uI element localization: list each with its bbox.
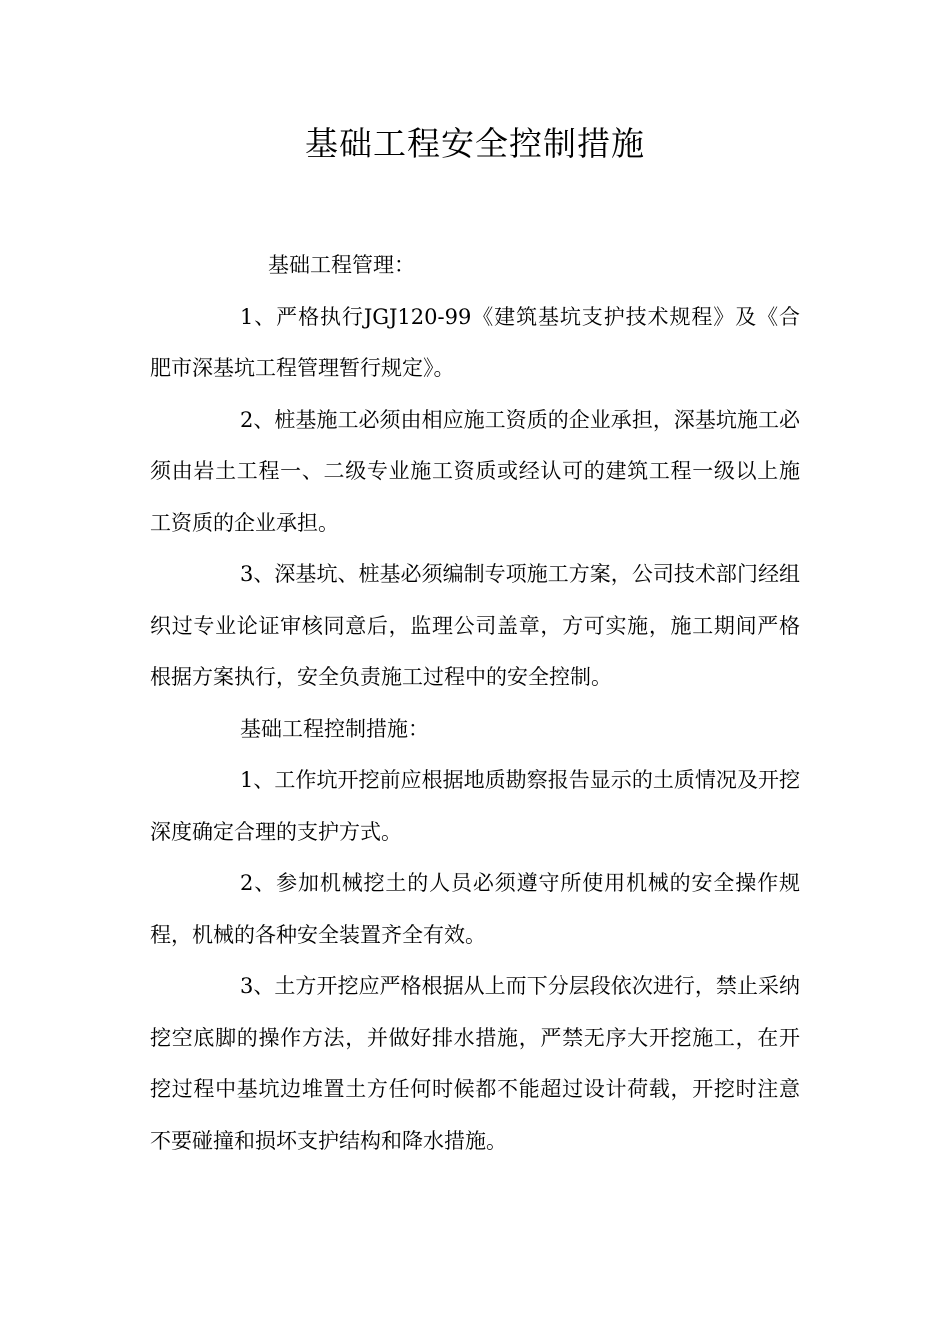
section-heading-management: 基础工程管理： bbox=[268, 253, 415, 277]
paragraph-management-1: 1、严格执行JGJ120-99《建筑基坑支护技术规程》及《合肥市深基坑工程管理暂行规定》。 bbox=[150, 304, 800, 380]
paragraph-control-3: 3、土方开挖应严格根据从上而下分层段依次进行，禁止采纳挖空底脚的操作方法，并做好排水措施，严禁无序大开挖施工，在开挖过程中基坑边堆置土方任何时候都不能超过设计荷载，开挖时注意不要碰撞和损坏支护结构和降水措施。 bbox=[150, 974, 800, 1153]
paragraph-management-2: 2、桩基施工必须由相应施工资质的企业承担，深基坑施工必须由岩土工程一、二级专业施工资质或经认可的建筑工程一级以上施工资质的企业承担。 bbox=[150, 407, 800, 535]
paragraph-control-1: 1、工作坑开挖前应根据地质勘察报告显示的土质情况及开挖深度确定合理的支护方式。 bbox=[150, 768, 800, 844]
paragraph-management-3: 3、深基坑、桩基必须编制专项施工方案，公司技术部门经组织过专业论证审核同意后，监理公司盖章，方可实施，施工期间严格根据方案执行，安全负责施工过程中的安全控制。 bbox=[150, 562, 800, 689]
paragraph-control-2: 2、参加机械挖土的人员必须遵守所使用机械的安全操作规程，机械的各种安全装置齐全有效。 bbox=[150, 871, 800, 947]
section-heading-control-measures: 基础工程控制措施： bbox=[240, 716, 429, 741]
document-title: 基础工程安全控制措施 bbox=[305, 124, 645, 163]
document-body bbox=[150, 240, 800, 1167]
